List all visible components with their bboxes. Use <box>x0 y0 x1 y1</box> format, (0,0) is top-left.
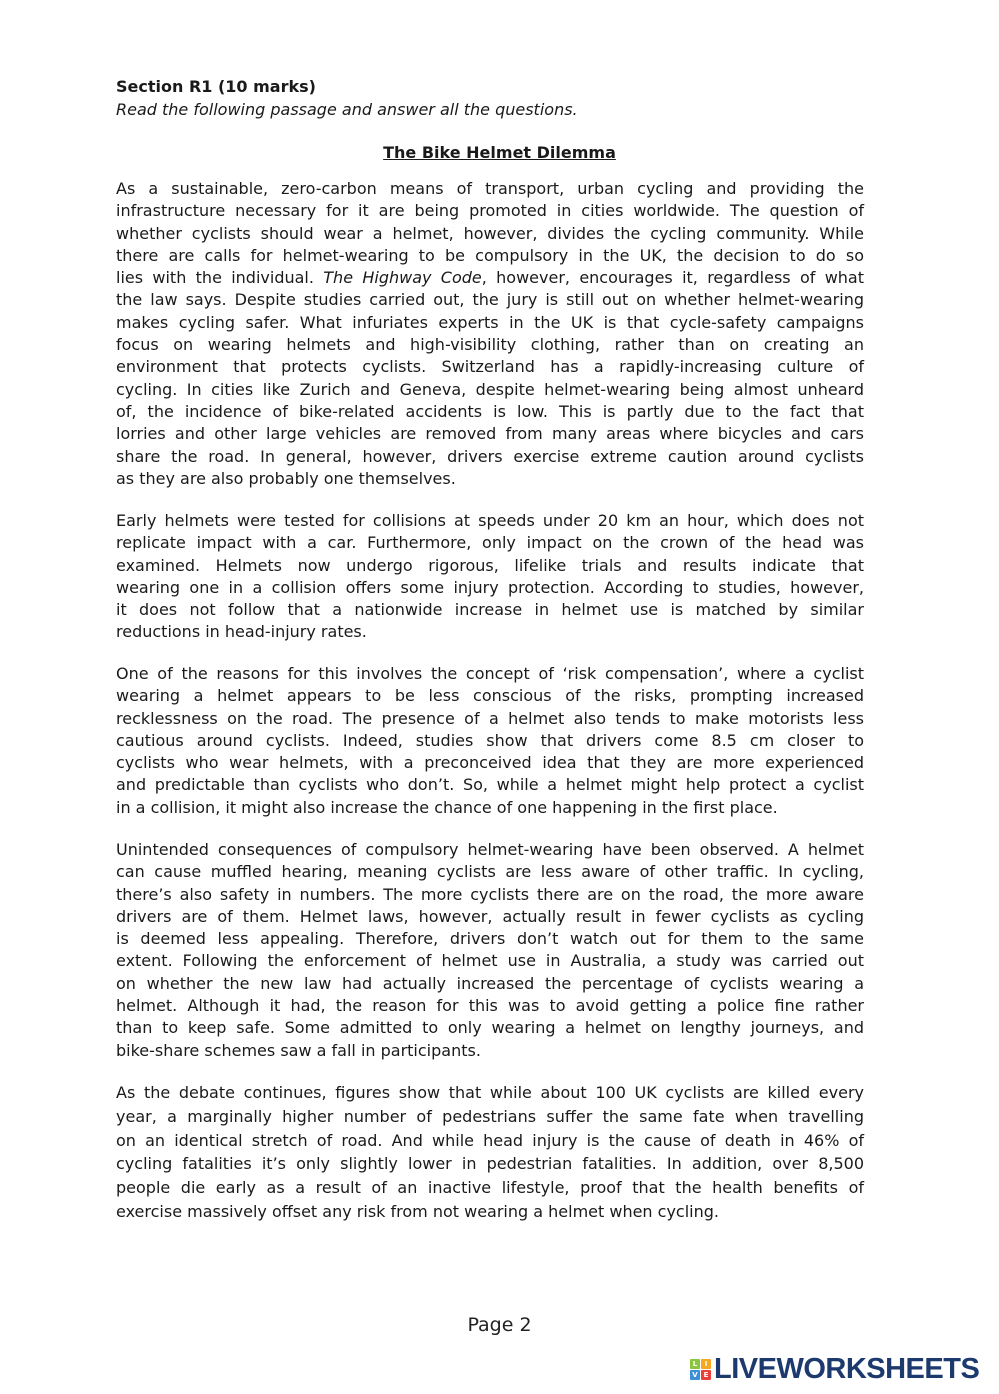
text-line: cycling fatalities it’s only slightly lower in pedestrian fatalities. In addition, over 8,500 <box>116 1154 864 1174</box>
text-line: bike-share schemes saw a fall in participants. <box>116 1040 481 1060</box>
text-line: cautious around cyclists. Indeed, studies show that drivers come 8.5 cm closer to <box>116 730 864 750</box>
text-line: Early helmets were tested for collisions at speeds under 20 km an hour, which does not <box>116 511 864 530</box>
text-line: helmet. Although it had, the reason for this was to avoid getting a police fine rather <box>116 996 864 1016</box>
text-line: extent. Following the enforcement of helmet use in Australia, a study was carried out <box>116 951 864 971</box>
text-line: wearing one in a collision offers some injury protection. According to studies, however, <box>116 577 864 597</box>
logo-tiles-icon <box>690 1359 711 1380</box>
text-line: and predictable than cyclists who don’t. So, while a helmet might help protect a cyclist <box>116 775 864 795</box>
text-line: cyclists who wear helmets, with a preconceived idea that they are more experienced <box>116 753 864 773</box>
text-line: One of the reasons for this involves the concept of ‘risk compensation’, where a cyclist <box>116 664 864 683</box>
logo-tile: E <box>701 1370 711 1380</box>
text-line: focus on wearing helmets and high-visibility clothing, rather than on creating an <box>116 335 864 355</box>
text-line: replicate impact with a car. Furthermore, only impact on the crown of the head was <box>116 533 864 553</box>
paragraph-3 <box>116 663 864 819</box>
liveworksheets-logo <box>690 1353 979 1386</box>
text-line: in a collision, it might also increase the chance of one happening in the first place. <box>116 797 778 817</box>
text-line: lorries and other large vehicles are removed from many areas where bicycles and cars <box>116 424 864 444</box>
logo-tile: L <box>690 1359 700 1369</box>
text-line: the law says. Despite studies carried out, the jury is still out on whether helmet-wearing <box>116 290 864 310</box>
paragraph-1 <box>116 178 864 490</box>
text-line: is deemed less appealing. Therefore, drivers don’t watch out for them to the same <box>116 929 864 949</box>
text-line: year, a marginally higher number of pedestrians suffer the same fate when travelling <box>116 1106 864 1126</box>
text-line: people die early as a result of an inactive lifestyle, proof that the health benefits of <box>116 1178 864 1198</box>
text-line: infrastructure necessary for it are being promoted in cities worldwide. The question of <box>116 201 864 221</box>
text-line: As the debate continues, figures show that while about 100 UK cyclists are killed every <box>116 1083 864 1102</box>
text-line: wearing a helmet appears to be less conscious of the risks, prompting increased <box>116 686 864 706</box>
paragraph-2 <box>116 510 864 644</box>
paragraph-5 <box>116 1081 864 1224</box>
text-line: lies with the individual. The Highway Code, however, encourages it, regardless of what <box>116 268 864 288</box>
logo-tile: V <box>690 1370 700 1380</box>
text-line: of, the incidence of bike-related accidents is low. This is partly due to the fact that <box>116 401 864 421</box>
text-line: on an identical stretch of road. And while head injury is the cause of death in 46% of <box>116 1130 864 1150</box>
text-line: whether cyclists should wear a helmet, however, divides the cycling community. While <box>116 223 864 243</box>
text-line: share the road. In general, however, drivers exercise extreme caution around cyclists <box>116 446 864 466</box>
text-line: it does not follow that a nationwide increase in helmet use is matched by similar <box>116 600 864 620</box>
paragraph-4 <box>116 839 864 1062</box>
text-line: environment that protects cyclists. Switzerland has a rapidly-increasing culture of <box>116 357 864 377</box>
text-line: As a sustainable, zero-carbon means of transport, urban cycling and providing the <box>116 179 864 198</box>
text-line: as they are also probably one themselves. <box>116 468 456 488</box>
text-line: Unintended consequences of compulsory helmet-wearing have been observed. A helmet <box>116 840 864 859</box>
page-number: Page 2 <box>467 1314 532 1336</box>
text-line: makes cycling safer. What infuriates experts in the UK is that cycle-safety campaigns <box>116 312 864 332</box>
text-line: examined. Helmets now undergo rigorous, lifelike trials and results indicate that <box>116 555 864 575</box>
logo-tile: I <box>701 1359 711 1369</box>
text-line: cycling. In cities like Zurich and Geneva, despite helmet-wearing being almost unheard <box>116 379 864 399</box>
text-line: on whether the new law had actually increased the percentage of cyclists wearing a <box>116 973 864 993</box>
text-line: recklessness on the road. The presence of a helmet also tends to make motorists less <box>116 708 864 728</box>
instructions: Read the following passage and answer all the questions. <box>116 100 578 119</box>
text-line: than to keep safe. Some admitted to only wearing a helmet on lengthy journeys, and <box>116 1018 864 1038</box>
text-line: can cause muffled hearing, meaning cyclists are less aware of other traffic. In cycling, <box>116 862 864 882</box>
text-line: there are calls for helmet-wearing to be compulsory in the UK, the decision to do so <box>116 245 864 265</box>
text-line: drivers are of them. Helmet laws, however, actually result in fewer cyclists as cycling <box>116 906 864 926</box>
logo-text: LIVEWORKSHEETS <box>714 1353 980 1385</box>
text-line: exercise massively offset any risk from not wearing a helmet when cycling. <box>116 1201 719 1221</box>
section-heading: Section R1 (10 marks) <box>116 77 316 96</box>
text-line: there’s also safety in numbers. The more cyclists there are on the road, the more aware <box>116 884 864 904</box>
text-line: reductions in head-injury rates. <box>116 622 367 642</box>
passage-title: The Bike Helmet Dilemma <box>383 143 616 162</box>
